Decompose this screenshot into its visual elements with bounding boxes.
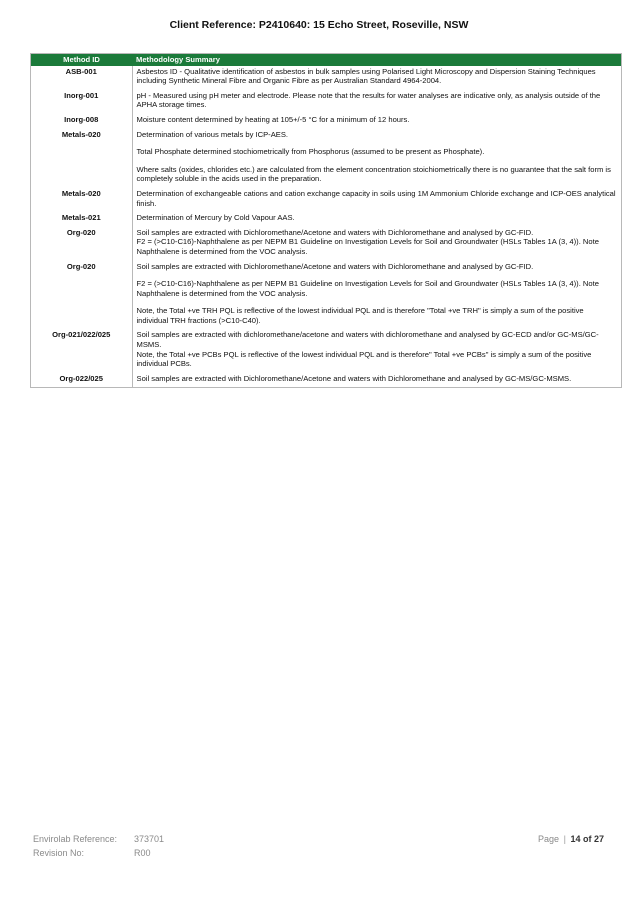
table-body — [31, 66, 622, 388]
page-number — [538, 832, 604, 846]
methodology-summary-cell — [132, 90, 622, 114]
summary-paragraph: Determination of various metals by ICP-AES. — [136, 129, 289, 139]
methodology-summary-cell — [132, 373, 622, 388]
summary-paragraph: Where salts (oxides, chlorides etc.) are calculated from the element concentration stoichiometrically there is no guarantee that the salt form is completely soluble in the acids used in the preparation. — [136, 164, 611, 184]
table-row — [31, 329, 622, 372]
page-label: Page — [538, 834, 560, 844]
method-id-cell: Org-020 — [31, 261, 133, 330]
methodology-summary-cell — [132, 212, 622, 227]
summary-paragraph: F2 = (>C10-C16)-Naphthalene as per NEPM B1 Guideline on Investigation Levels for Soil and Groundwater (HSLs Tables 1A (3, 4)). Note Naphthalene is determined from the VOC analysis. — [136, 279, 599, 298]
method-id-cell: Org-022/025 — [31, 373, 133, 388]
methodology-summary-cell — [132, 129, 622, 188]
page-current: 14 — [570, 834, 581, 844]
method-id-cell: Metals-020 — [31, 129, 133, 188]
table-header-row — [31, 54, 622, 66]
page-separator: | — [563, 834, 566, 844]
table-row — [31, 129, 622, 188]
method-id-cell: Metals-021 — [31, 212, 133, 227]
summary-paragraph: pH - Measured using pH meter and electrode. Please note that the results for water analyses are indicative only, as analysis outside of the APHA storage times. — [136, 90, 601, 110]
methodology-summary-cell — [132, 188, 622, 212]
table-row — [31, 114, 622, 129]
page-title: Client Reference: P2410640: 15 Echo Street, Roseville, NSW — [169, 19, 469, 31]
table-row — [31, 212, 622, 227]
page-of: of — [582, 834, 592, 844]
summary-paragraph: Soil samples are extracted with Dichloromethane/Acetone and waters with Dichloromethane and analysed by GC-FID. F2 = (>C10-C16)-Naphthalene as per NEPM B1 Guideline on Investigation Levels for Soil and Groundwater (HSLs Tables 1A (3, 4)). Note Naphthalene is determined from the VOC analysis. — [136, 227, 599, 256]
methodology-summary-cell — [132, 227, 622, 261]
envirolab-reference-label: Envirolab Reference: — [33, 834, 118, 844]
table-row — [31, 188, 622, 212]
table-row — [31, 227, 622, 261]
summary-paragraph: Soil samples are extracted with Dichloromethane/Acetone and waters with Dichloromethane and analysed by GC-MS/GC-MSMS. — [136, 373, 572, 383]
method-id-cell: Metals-020 — [31, 188, 133, 212]
summary-paragraph: Note, the Total +ve TRH PQL is reflective of the lowest individual PQL and is therefore "Total +ve TRH" is simply a sum of the positive individual TRH fractions (>C10-C40). — [136, 306, 584, 325]
summary-paragraph: Asbestos ID - Qualitative identification of asbestos in bulk samples using Polarised Light Microscopy and Dispersion Staining Techniques including Synthetic Mineral Fibre and Organic Fibre as per Australian Standard 4964-2004. — [136, 66, 596, 86]
page-total: 27 — [593, 834, 604, 844]
methodology-summary-cell — [132, 66, 622, 90]
table-row — [31, 373, 622, 388]
envirolab-reference-value: 373701 — [134, 834, 165, 844]
method-id-cell: Org-020 — [31, 227, 133, 261]
table-row — [31, 66, 622, 90]
revision-label: Revision No: — [33, 848, 85, 858]
column-header-method-id: Method ID — [31, 54, 133, 66]
summary-paragraph: Determination of Mercury by Cold Vapour AAS. — [136, 213, 295, 223]
method-id-cell: Org-021/022/025 — [31, 329, 133, 372]
summary-paragraph: Soil samples are extracted with dichloromethane/acetone and waters with dichloromethane and analysed by GC-ECD and/or GC-MS/GC-MSMS. Note, the Total +ve PCBs PQL is reflective of the lowest individual PQL and is therefore" Total +ve PCBs" is simply a sum of the positive individual PCBs. — [136, 330, 599, 369]
method-id-cell: Inorg-008 — [31, 114, 133, 129]
summary-paragraph: Moisture content determined by heating at 105+/-5 °C for a minimum of 12 hours. — [136, 114, 410, 124]
table-row — [31, 90, 622, 114]
footer-reference-block — [33, 832, 164, 860]
methodology-summary-cell — [132, 114, 622, 129]
method-id-cell: Inorg-001 — [31, 90, 133, 114]
method-id-cell: ASB-001 — [31, 66, 133, 90]
column-header-methodology-summary: Methodology Summary — [132, 54, 622, 66]
summary-paragraph: Total Phosphate determined stochiometrically from Phosphorus (assumed to be present as Phosphate). — [136, 147, 485, 157]
methodology-table — [30, 53, 622, 388]
summary-paragraph: Determination of exchangeable cations and cation exchange capacity in soils using 1M Ammonium Chloride exchange and ICP-OES analytical finish. — [136, 188, 616, 208]
revision-value: R00 — [134, 848, 151, 858]
table-row — [31, 261, 622, 330]
methodology-summary-cell — [132, 261, 622, 330]
summary-paragraph: Soil samples are extracted with Dichloromethane/Acetone and waters with Dichloromethane and analysed by GC-FID. — [136, 261, 534, 271]
methodology-summary-cell — [132, 329, 622, 372]
